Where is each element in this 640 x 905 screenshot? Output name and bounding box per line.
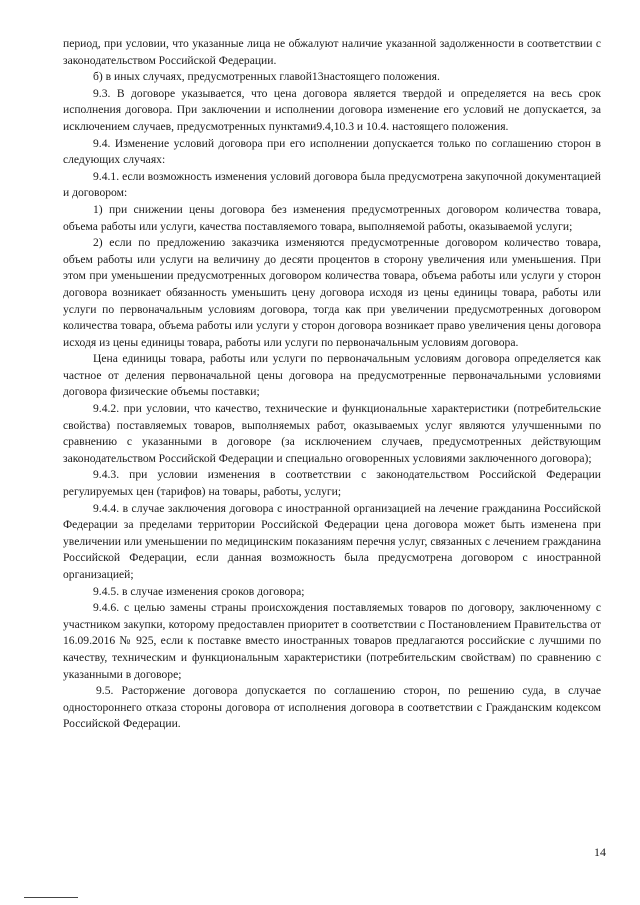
paragraph: 9.4.4. в случае заключения договора с иностранной организацией на лечение гражданина Российской Федерации за пределами территории Российской Федерации цена договора может быть изменена при увеличении или уменьшении по медицинским показаниям перечня услуг, связанных с лечением гражданина Российской Федерации, если данная возможность была предусмотрена договором с иностранной организацией; [63,501,601,581]
paragraph: 9.4.1. если возможность изменения условий договора была предусмотрена закупочной документацией и договором: [63,169,601,200]
paragraph: 2) если по предложению заказчика изменяются предусмотренные договором количество товара, объем работы или услуги на величину до десяти процентов в сторону увеличения или уменьшения. При этом при уменьшении предусмотренных договором количества товара, объема работы или услуги у сторон договора возникает обязанность уменьшить цену договора исходя из цены единицы товара, работы или услуги по первоначальным условиям договора, тогда как при увеличении предусмотренных договором количества товара, объема работы или услуги у сторон договора возникает право увеличения цены договора исходя из цены единицы товара, работы или услуги по первоначальным условиям договора. [63,236,601,349]
paragraph: 9.4. Изменение условий договора при его исполнении допускается только по соглашению сторон в следующих случаях: [63,136,601,167]
paragraph: 1) при снижении цены договора без изменения предусмотренных договором количества товара, объема работы или услуги, качества поставляемого товара, выполняемой работы, оказываемой услуги; [63,202,601,233]
paragraph: Цена единицы товара, работы или услуги по первоначальным условиям договора определяется как частное от деления первоначальной цены договора на предусмотренные первоначальными условиями договора физические объемы поставки; [63,352,601,399]
document-body [63,36,601,733]
paragraph: 9.4.3. при условии изменения в соответствии с законодательством Российской Федерации регулируемых цен (тарифов) на товары, работы, услуги; [63,468,601,499]
paragraph: 9.5. Расторжение договора допускается по соглашению сторон, по решению суда, в случае одностороннего отказа стороны договора от исполнения договора в соответствии с Гражданским кодексом Российской Федерации. [63,684,601,731]
paragraph: 9.4.5. в случае изменения сроков договора; [93,584,305,598]
paragraph: 9.3. В договоре указывается, что цена договора является твердой и определяется на весь срок исполнения договора. При заключении и исполнении договора изменение его условий не допускается, за исключением случаев, предусмотренных пунктами9.4,10.3 и 10.4. настоящего положения. [63,86,601,133]
page-number: 14 [594,845,606,859]
paragraph: 9.4.6. с целью замены страны происхождения поставляемых товаров по договору, заключенному с участником закупки, которому предоставлен приоритет в соответствии с Постановлением Правительства от 16.09.2016 № 925, если к поставке вместо иностранных товаров предлагаются российские с лучшими по качеству, техническим и функциональным характеристики (потребительским свойствам) по сравнению с указанными в договоре; [63,601,601,681]
paragraph: б) в иных случаях, предусмотренных главой13настоящего положения. [93,70,440,84]
footnote-divider [24,897,78,898]
paragraph: 9.4.2. при условии, что качество, технические и функциональные характеристики (потребительские свойства) поставляемых товаров, выполняемых работ, оказываемых услуг являются улучшенными по сравнению с указанными в договоре (за исключением случаев, предусмотренных действующим законодательством Российской Федерации и специально оговоренных условиями заключенного договора); [63,402,601,465]
paragraph: период, при условии, что указанные лица не обжалуют наличие указанной задолженности в соответствии с законодательством Российской Федерации. [63,37,601,67]
